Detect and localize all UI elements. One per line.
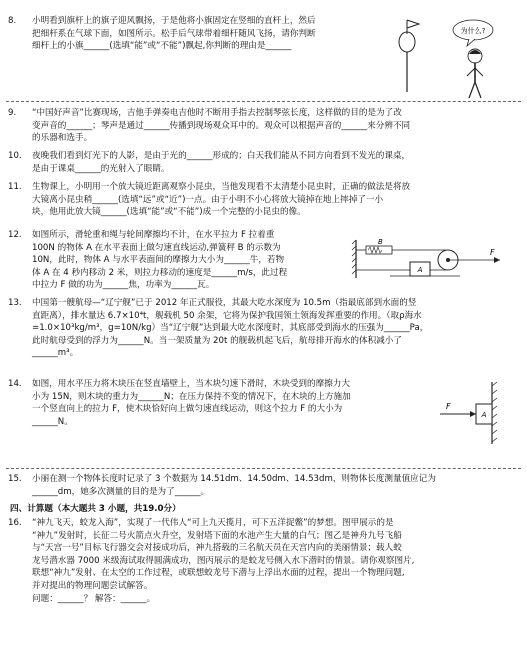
question-16 [8,517,521,609]
question-10 [8,150,521,177]
question-9 [8,107,521,147]
question-number: 16. [8,518,22,528]
speech-bubble-text: 为什么? [460,27,486,35]
question-text: 小丽在测一个物体长度时记录了 3 个数据为 14.51dm、14.50dm、14.53dm，则物体长度测量值应记为 ______dm，她多次测量的目的是为了______。 [32,474,436,497]
question-8 [8,15,378,55]
question-text: “神九飞天，蛟龙入海”，实现了一代伟人“可上九天揽月，可下五洋捉鳖”的梦想。图甲展示的是 “神九”发射时，长征二号火箭点火升空，发射塔下面的水池产生大量的白气；图乙是神舟九号飞船 与“天宫一号”目标飞行器交会对接成功后，神九搭载的三名航天员在天宫内向的美丽情景；载人蛟 龙号潜水器 7000 米级海试取得圆满成功，图丙展示的是蛟龙号侧入水下潜时的情景。请你观察图片, 联想“神九”发射、在太空的工作过程，或联想蛟龙号下潜与上浮出水面的过程，提出一个物理问题, 并对提出的物理问题尝试解答。 问题：______？ 解答：______。 [32,518,415,604]
block-label: A [417,266,423,274]
force-label: F [446,402,451,411]
question-text: “中国好声音”比赛现场，吉他手弹奏电吉他时不断用手指去控制琴弦长度，这样做的目的是为了改 变声音的______；琴声是通过______传播到现场观众耳中的。观众可以根据声音的______来分辨不同 的乐器和选手。 [32,108,411,144]
question-text: 如图，用水平压力将木块压在竖直墙壁上，当木块匀速下滑时，木块受到的摩擦力大 小为 15N，则木块的重力为______N；在压力保持不变的情况下，在木块的上方施加 一个竖直向上的拉力 F，使木块恰好向上做匀速直线运动，则这个拉力 F 的大小为 ______N。 [32,379,351,427]
question-14 [8,378,428,431]
divider [6,101,521,102]
divider [6,468,521,469]
pulley-figure [350,234,515,289]
spring-label: B [378,238,383,246]
question-number: 10. [8,151,22,161]
question-12 [8,229,338,295]
block-label: A [481,411,487,419]
question-text: 如图所示，滑轮重和绳与轮间摩擦均不计，在水平拉力 F 拉着重 100N 的物体 A 在水平表面上做匀速直线运动,弹簧秤 B 的示数为 10N，此时，物体 A 与水平表面间的摩擦力大小为______牛，若物 体 A 在 4 秒内移动 2 米，则拉力移动的速度是______m/s，此过程 中拉力 F 做的功为______焦，功率为______瓦。 [32,230,288,291]
question-number: 8. [8,16,17,26]
question-text: 夜晚我们看到灯光下的人影，是由于光的______形成的；白天我们能从不同方向看到不发光的课桌， 是由于课桌______的光射入了眼睛。 [32,151,411,174]
question-11 [8,181,521,221]
question-number: 14. [8,379,22,389]
question-13 [8,297,521,363]
question-text: 中国第一艘航母—“辽宁舰”已于 2012 年正式服役，其最大吃水深度为 10.5m（指最底部到水面的竖 直距离），排水量达 6.7×10⁴t，舰载机 50 余架，它将为保护我国领土领海发挥重要的作用。（取ρ海水 =1.0×10³kg/m³，g=10N/kg）当“辽宁舰”达到最大吃水深度时，其底部受到海水的压强为______Pa， 此时航母受到的浮力为______N。当一架质量为 20t 的舰载机起飞后，航母排开海水的体积减小了 ______m³。 [32,298,429,359]
question-15 [8,473,521,500]
question-number: 11. [8,182,22,192]
force-label: F [490,248,495,257]
question-number: 9. [8,108,17,118]
wall-block-figure [432,378,517,448]
question-number: 13. [8,298,22,308]
question-text: 小明看到旗杆上的旗子迎风飘扬，于是他将小旗固定在竖细的直杆上，然后 把细杆系在气球下面，如图所示。松手后气球带着细杆随风飞扬，请你判断 细杆上的小旗______(选填“能”或“不能”)飘起,你判断的理由是______ [32,16,316,52]
balloon-flag-figure [385,12,505,102]
question-number: 15. [8,474,22,484]
question-number: 12. [8,230,22,240]
section-heading: 四、计算题（本大题共 3 小题，共19.0分） [10,504,181,514]
question-text: 生物课上，小明用一个放大镜近距离观察小昆虫，当他发现看不太清楚小昆虫时，正确的做法是将放 大镜离小昆虫稍______(选填“远”或“近”)一点。由于小明不小心将放大镜掉在地上摔掉了一小 块，他用此放大镜______(选填“能”或“不能”)成一个完整的小昆虫的像。 [32,182,411,218]
